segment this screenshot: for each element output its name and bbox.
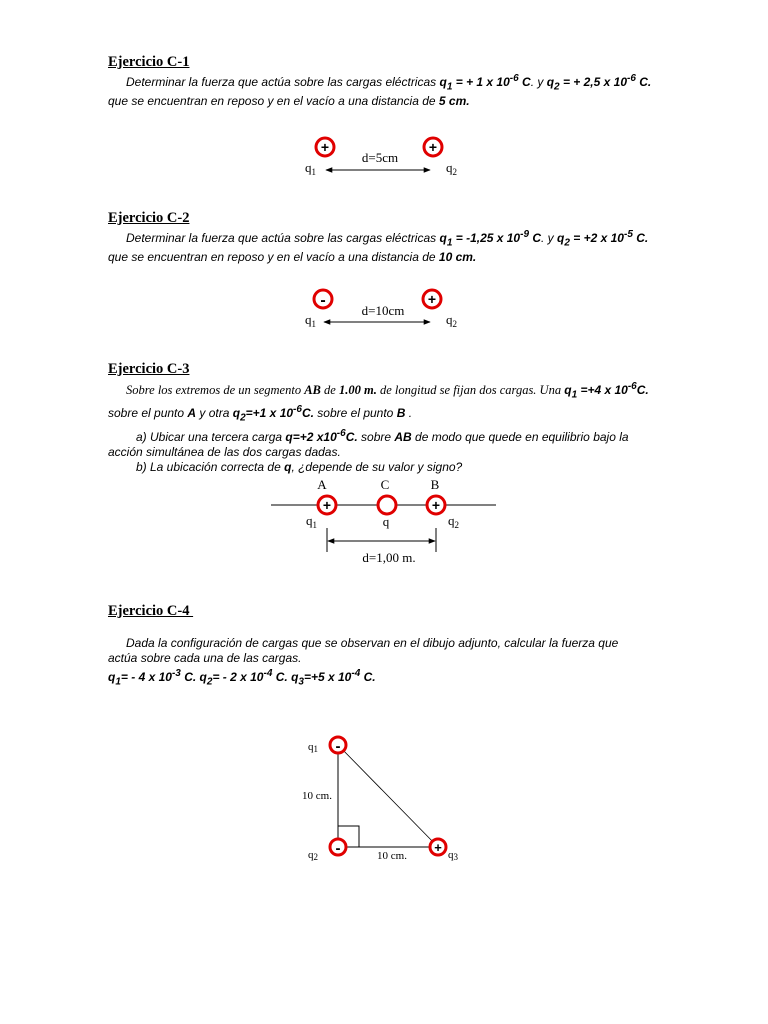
c1-q2: q bbox=[546, 75, 555, 89]
c2-q2-value: = +2 x 10 bbox=[569, 231, 624, 245]
c3-charge-b bbox=[427, 496, 445, 514]
c2-label-q1: $q_1$ bbox=[305, 312, 316, 329]
c1-line2: que se encuentran en reposo y en el vacío a una distancia de bbox=[108, 94, 439, 109]
c4-line2: actúa sobre cada una de las cargas. bbox=[108, 651, 302, 665]
c3-part-b-1: b) La ubicación correcta de bbox=[136, 459, 285, 474]
c4-q1-value: = - 4 x 10 bbox=[120, 670, 172, 684]
c3-part-b-q: q bbox=[284, 459, 292, 474]
c3-label-a: A bbox=[317, 477, 327, 492]
c2-q1-exp: -9 bbox=[520, 229, 530, 240]
c3-line2d: . bbox=[405, 406, 413, 421]
c4-label-q2: q2 bbox=[308, 849, 318, 862]
c2-distance: 10 cm. bbox=[438, 250, 477, 265]
charge-ring bbox=[378, 496, 396, 514]
c4-q3-exp: -4 bbox=[351, 668, 361, 679]
exercise-c3-title: Ejercicio C-3 bbox=[108, 361, 190, 377]
c3-line2a: sobre el punto bbox=[108, 406, 188, 421]
charge-sign: + bbox=[431, 497, 441, 513]
c3-charge-a bbox=[318, 496, 336, 514]
c4-q2-sub: 2 bbox=[206, 676, 213, 688]
c3-part-a-3: de modo que quede en equilibrio bajo la bbox=[411, 429, 629, 444]
c4-q1-sub: 1 bbox=[115, 676, 121, 688]
c2-charge-2 bbox=[423, 290, 441, 308]
charge-sign: + bbox=[427, 291, 437, 307]
c1-distance-label: d=5cm bbox=[361, 150, 399, 165]
c3-q3-exp: -6 bbox=[336, 427, 346, 439]
figure-c4 bbox=[302, 737, 459, 862]
c2-distance-label: d=10cm bbox=[361, 303, 405, 318]
c4-q3-sub: 3 bbox=[298, 676, 304, 688]
c1-line1: Determinar la fuerza que actúa sobre las cargas eléctricas bbox=[126, 75, 440, 89]
c3-q1-exp: -6 bbox=[627, 381, 637, 392]
c4-q3-value: =+5 x 10 bbox=[303, 670, 352, 684]
c3-q3-unit: C. bbox=[345, 429, 358, 444]
c3-line1a: Sobre los extremos de un segmento bbox=[126, 383, 305, 397]
c3-q2-exp: -6 bbox=[293, 404, 302, 416]
c4-q1-exp: -3 bbox=[171, 668, 181, 679]
charge-sign: - bbox=[335, 840, 341, 857]
c4-q2-exp: -4 bbox=[263, 668, 273, 679]
c1-label-q1: $q_1$ bbox=[305, 160, 316, 177]
c1-q1-exp: -6 bbox=[509, 73, 519, 84]
c1-distance: 5 cm. bbox=[438, 94, 470, 109]
c3-label-q: q bbox=[382, 514, 390, 529]
c3-q2: q bbox=[232, 406, 241, 421]
c3-line1b: de bbox=[320, 383, 339, 397]
exercise-c1-title: Ejercicio C-1 bbox=[108, 54, 190, 70]
c3-point-a: A bbox=[187, 406, 197, 421]
c1-q2-sub: 2 bbox=[554, 81, 560, 93]
c3-ab: AB bbox=[304, 383, 321, 397]
c2-line1: Determinar la fuerza que actúa sobre las cargas eléctricas bbox=[126, 231, 440, 245]
c2-and: . y bbox=[541, 231, 558, 245]
c3-label-c: C bbox=[380, 477, 390, 492]
c3-q2-value: =+1 x 10 bbox=[245, 406, 294, 421]
c1-label-q2: $q_2$ bbox=[446, 160, 457, 177]
c2-q2-exp: -5 bbox=[623, 229, 633, 240]
c2-q2-sub: 2 bbox=[564, 237, 570, 249]
c1-q1: q bbox=[439, 75, 447, 89]
c3-q2-unit: C. bbox=[301, 406, 314, 421]
c3-label-b: B bbox=[430, 477, 440, 492]
c2-q1-value: = -1,25 x 10 bbox=[452, 231, 521, 245]
charge-sign: + bbox=[322, 497, 332, 513]
c1-q1-unit: C bbox=[518, 75, 531, 89]
c4-label-q3: q3 bbox=[448, 849, 458, 862]
charge-sign: - bbox=[320, 292, 326, 309]
c4-charge-1 bbox=[330, 737, 346, 755]
c3-part-a-line2: acción simultánea de las dos cargas dadas. bbox=[108, 444, 341, 459]
c3-label-q1: $q_1$ bbox=[306, 513, 317, 530]
c2-q2: q bbox=[557, 231, 565, 245]
c1-q2-unit: C. bbox=[635, 75, 652, 89]
c4-q3-unit: C. bbox=[360, 670, 376, 684]
c4-q3: q bbox=[291, 670, 299, 684]
c3-q2-sub: 2 bbox=[240, 412, 246, 424]
c4-line1: Dada la configuración de cargas que se observan en el dibujo adjunto, calcular la fuerza que bbox=[126, 636, 619, 650]
c4-label-q1: q1 bbox=[308, 741, 318, 754]
c3-q1-unit: C. bbox=[636, 383, 649, 397]
c3-part-b-2: , ¿depende de su valor y signo? bbox=[291, 459, 463, 474]
c2-q2-unit: C. bbox=[632, 231, 649, 245]
c3-q1: q bbox=[564, 383, 572, 397]
c3-q1-sub: 1 bbox=[571, 389, 578, 401]
c3-line1c: de longitud se fijan dos cargas. Una bbox=[376, 383, 565, 397]
c4-hypotenuse bbox=[338, 745, 438, 847]
c1-q1-sub: 1 bbox=[446, 81, 453, 93]
c4-q1: q bbox=[108, 670, 116, 684]
c2-line2: que se encuentran en reposo y en el vacío a una distancia de bbox=[108, 250, 439, 265]
c4-side-horizontal-label: 10 cm. bbox=[377, 850, 407, 862]
c2-label-q2: $q_2$ bbox=[446, 312, 457, 329]
c3-q3-value: q=+2 x10 bbox=[285, 429, 337, 444]
c4-q2-unit: C. bbox=[272, 670, 292, 684]
c3-q1-value: =+4 x 10 bbox=[577, 383, 628, 397]
c1-and: . y bbox=[530, 75, 547, 89]
c3-part-a-2: sobre bbox=[357, 429, 395, 444]
c1-q2-value: = + 2,5 x 10 bbox=[559, 75, 627, 89]
c3-line2c: sobre el punto bbox=[313, 406, 397, 421]
c4-charge-3 bbox=[430, 839, 446, 855]
figure-c3 bbox=[271, 477, 496, 565]
figure-c1 bbox=[305, 138, 457, 177]
c4-charge-2 bbox=[330, 839, 346, 857]
c1-charge-2 bbox=[424, 138, 442, 156]
c4-q1-unit: C. bbox=[180, 670, 200, 684]
charge-sign: + bbox=[320, 139, 330, 155]
c3-line2b: y otra bbox=[196, 406, 233, 421]
charge-sign: + bbox=[428, 139, 438, 155]
c3-point-b: B bbox=[396, 406, 406, 421]
c2-q1-unit: C bbox=[529, 231, 542, 245]
exercise-c4-title: Ejercicio C-4 bbox=[108, 603, 194, 619]
c3-charge-c bbox=[378, 496, 396, 514]
c3-label-q2: $q_2$ bbox=[448, 513, 459, 530]
figure-c2 bbox=[305, 290, 457, 329]
c4-q2: q bbox=[199, 670, 207, 684]
c4-side-vertical-label: 10 cm. bbox=[302, 790, 332, 802]
c1-q1-value: = + 1 x 10 bbox=[452, 75, 510, 89]
c3-ab2: AB bbox=[394, 429, 412, 444]
c1-charge-1 bbox=[316, 138, 334, 156]
c3-distance-label: d=1,00 m. bbox=[362, 550, 416, 565]
c3-length: 1.00 m. bbox=[338, 383, 377, 397]
c4-q2-value: = - 2 x 10 bbox=[212, 670, 264, 684]
c2-charge-1 bbox=[314, 290, 332, 309]
c1-q2-exp: -6 bbox=[627, 73, 636, 84]
exercise-c2-title: Ejercicio C-2 bbox=[108, 210, 190, 226]
charge-sign: + bbox=[434, 840, 442, 855]
charge-sign: - bbox=[335, 738, 341, 755]
c2-q1: q bbox=[439, 231, 447, 245]
c3-part-a-1: a) Ubicar una tercera carga bbox=[136, 429, 286, 444]
c2-q1-sub: 1 bbox=[446, 237, 453, 249]
